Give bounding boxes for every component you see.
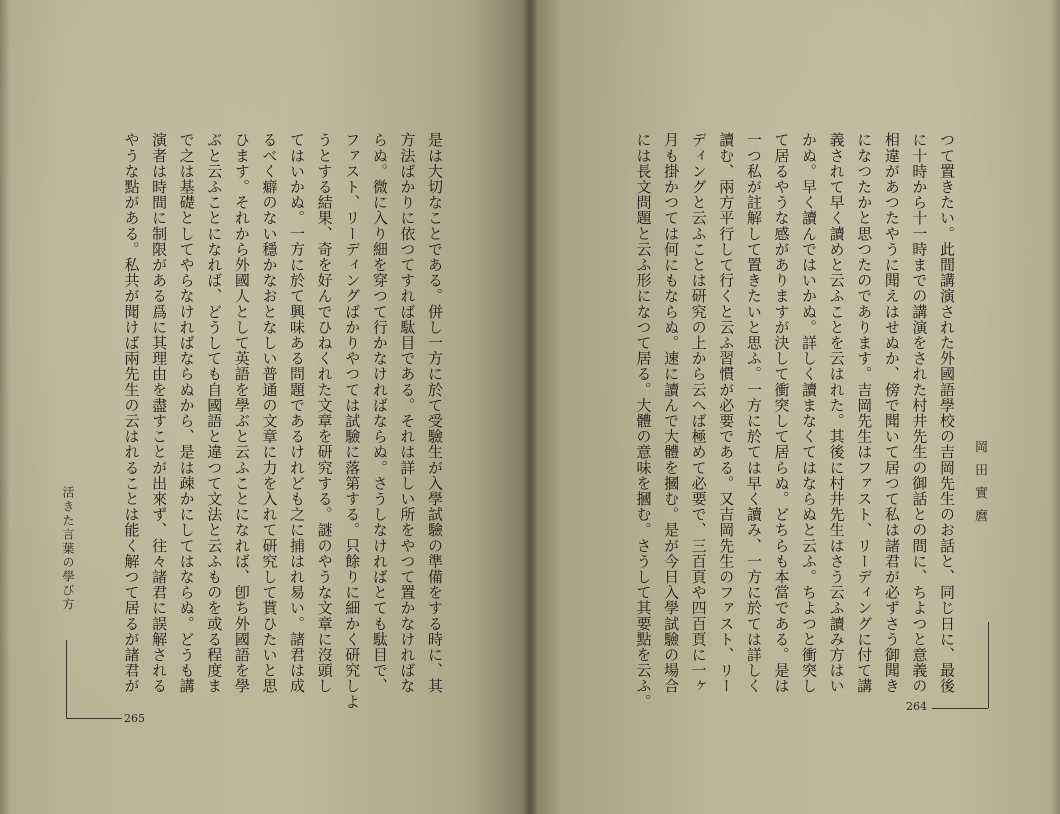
right-footer-rule-vertical xyxy=(988,622,989,708)
body-column: で之は基礎としてやらなければならぬから、是は疎かにしてはならぬ。どうも講 xyxy=(177,132,196,694)
body-column: るべく癖のない穩かなおとなしい普通の文章に力を入れて研究して貰ひたいと思 xyxy=(260,132,279,694)
left-running-head: 活きた言葉の學び方 xyxy=(61,486,75,612)
right-page xyxy=(530,0,1060,814)
body-column: 相違があつたやうに聞えはせぬか、傍で聞いて居つて私は諸君が必ずさう御聞き xyxy=(882,132,901,694)
body-column: 一つ私が註解して置きたいと思ふ。一方に於ては早く讀み、一方に於ては詳しく xyxy=(744,132,763,694)
right-page-body xyxy=(629,132,960,722)
body-column: ひます。それから外國人として英語を學ぶと云ふことになれば、卽ち外國語を學 xyxy=(232,132,251,694)
left-page-number: 265 xyxy=(124,712,145,725)
right-page-edge xyxy=(1050,0,1060,814)
body-column: かぬ。早く讀んではいかぬ。詳しく讀まなくてはならぬと云ふ。ちよつと衝突し xyxy=(800,132,819,694)
body-column: ぶと云ふことになれば、どうしても自國語と違つて文法と云ふものを或る程度ま xyxy=(205,132,224,694)
right-page-number: 264 xyxy=(906,700,927,713)
right-running-head: 岡田實麿 xyxy=(972,440,987,532)
left-footer-rule-vertical xyxy=(66,640,67,718)
left-page-body xyxy=(117,132,448,722)
body-column: 讀む、兩方平行して行くと云ふ習慣が必要である。又吉岡先生のファスト、リー xyxy=(717,132,736,694)
body-column: 方法ばかりに依つてすれば駄目である。それは詳しい所をやつて置かなければな xyxy=(398,132,417,694)
body-column: らぬ。微に入り細を穿つて行かなければならぬ。さうしなければとても駄目で、 xyxy=(370,132,389,694)
body-column: 是は大切なことである。併し一方に於て受驗生が入學試驗の準備をする時に、其 xyxy=(426,132,444,694)
body-column: に十時から十一時までの講演をされた村井先生の御話との間に、ちよつと意義の xyxy=(910,132,929,694)
body-column: 演者は時間に制限がある爲に其理由を盡すことが出來ず、往々諸君に誤解される xyxy=(150,132,169,694)
body-column: ディングと云ふことは研究の上から云へば極めて必要で、三百頁や四百頁に一ヶ xyxy=(689,132,708,694)
body-column: つて置きたい。此間講演された外國語學校の吉岡先生のお話と、同じ日に、最後 xyxy=(938,132,956,694)
book-gutter-shadow xyxy=(522,0,538,814)
body-column: うとする結果、奇を好んでひねくれた文章を研究する。謎のやうな文章に沒頭し xyxy=(315,132,334,694)
body-column: 月も掛かつては何にもならぬ。速に讀んで大體を摑む。是が今日入學試驗の場合 xyxy=(662,132,681,694)
body-column: て居るやうな感がありますが決して衝突して居らぬ。どちらも本當である。是は xyxy=(772,132,791,694)
right-footer-rule-horizontal xyxy=(932,708,988,709)
body-column: になつたかと思つたのであります。吉岡先生はファスト、リーディングに付て講 xyxy=(855,132,874,694)
body-column: ファスト、リーディングばかりやつては試驗に落第する。只餘りに細かく研究しよ xyxy=(343,132,362,710)
left-footer-rule-horizontal xyxy=(66,718,122,719)
body-column: 義されて早く讀めと云ふことを云はれた。其後に村井先生はさう云ふ讀み方はい xyxy=(827,132,846,694)
left-page-edge xyxy=(0,0,10,814)
body-column: やうな點がある。私共が聞けば兩先生の云はれることは能く解つて居るが諸君が xyxy=(122,132,141,694)
body-column: てはいかぬ。一方に於て興味ある問題であるけれども之に捕はれ易い。諸君は成 xyxy=(288,132,307,694)
body-column: には長文問題と云ふ形になつて居る。大體の意味を摑む。さうして其要點を云ふ。 xyxy=(634,132,653,710)
